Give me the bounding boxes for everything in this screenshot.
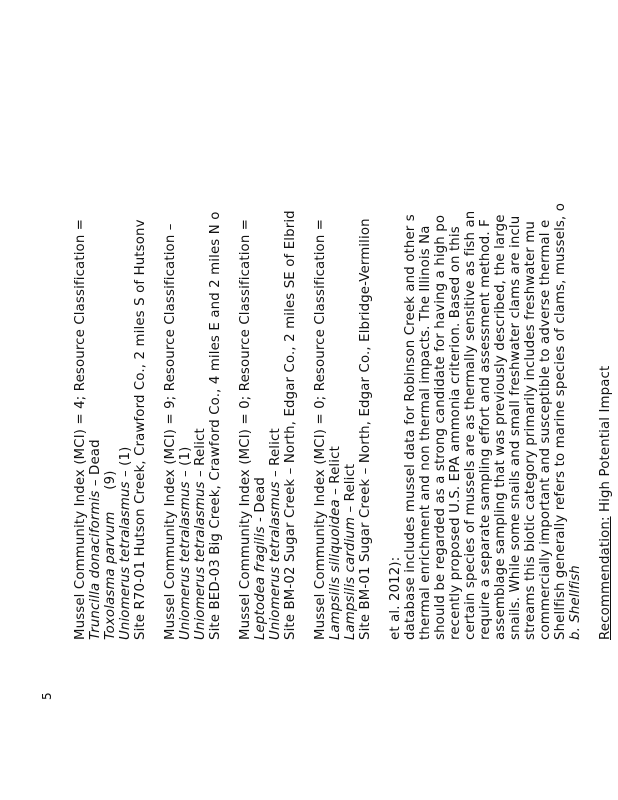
species-name: Uniomerus tetralasmus [268,481,283,640]
mci-line: Mussel Community Index (MCI) = 0; Resource Classification = [238,218,253,640]
species-line [343,464,358,640]
species-line [103,470,118,640]
species-name: Truncilla donaciformis [88,490,103,640]
paragraph-line: thermal enrichment and non thermal impacts. The Illinois Na [418,225,433,640]
species-status: – Relict [343,463,358,517]
species-line [253,477,268,640]
paragraph-line: should be regarded as a strong candidate for having a high po [433,214,448,640]
mci-line: Mussel Community Index (MCI) = 4; Resource Classification = [73,218,88,640]
site-header: Site BM-02 Sugar Creek – North, Edgar Co., 2 miles SE of Elbrid [283,210,298,640]
species-name: Lampsilis cardium [343,516,358,640]
species-line [268,428,283,640]
site-header: Site R70-01 Hutson Creek, Crawford Co., 2 miles S of Hutsonv [133,219,148,640]
species-status: – Relict [328,446,343,500]
species-name: Toxolasma parvum [103,511,118,640]
paragraph-line: et al. 2012): [388,556,403,640]
species-line [118,447,133,640]
paragraph-line: assemblage sampling that was previously described, the large [493,214,508,640]
species-status: – Relict [193,428,208,482]
paragraph-line: commercially important and susceptible to adverse thermal e [538,219,553,640]
page-number: 5 [40,692,54,700]
paragraph-line: recently proposed U.S. EPA ammonia criterion. Based on this [448,226,463,640]
species-name: Uniomerus tetralasmus [193,481,208,640]
paragraph-line: database includes mussel data for Robinson Creek and other s [403,214,418,640]
species-name: Uniomerus tetralasmus [118,481,133,640]
paragraph-line: snails. While some snails and small freshwater clams are inclu [508,215,523,640]
paragraph-line: require a separate sampling effort and assessment method. F [478,219,493,640]
paragraph-line: streams this biotic category primarily includes freshwater mu [523,221,538,640]
paragraph-line: certain species of mussels are as thermally sensitive as fish an [463,210,478,640]
species-status: – (1) [178,446,193,482]
mci-line: Mussel Community Index (MCI) = 0; Resource Classification = [313,218,328,640]
recommendation-line [598,366,613,640]
species-name: Uniomerus tetralasmus [178,481,193,640]
species-name: Lampsilis siliquoidea [328,499,343,640]
species-status: (9) [103,470,118,512]
species-status: – (1) [118,446,133,482]
species-status: - Dead [253,477,268,527]
site-header: Site BED-03 Big Creek, Crawford Co., 4 miles E and 2 miles N o [208,211,223,640]
mci-line: Mussel Community Index (MCI) = 9; Resource Classification – [163,223,178,640]
species-name: Leptodea fragilis [253,526,268,640]
recommendation-value: High Potential Impact [598,365,613,513]
section-heading: b. Shellfish [568,565,583,640]
species-line [178,447,193,640]
species-status: – Relict [268,428,283,482]
site-header: Site BM-01 Sugar Creek – North, Edgar Co., Elbridge-Vermilion [358,218,373,640]
species-status: – Dead [88,439,103,491]
recommendation-label: Recommendation: [598,516,613,640]
species-line [88,439,103,640]
paragraph-line: Shellfish generally refers to marine species of clams, mussels, o [553,202,568,640]
species-line [193,428,208,640]
species-line [328,446,343,640]
